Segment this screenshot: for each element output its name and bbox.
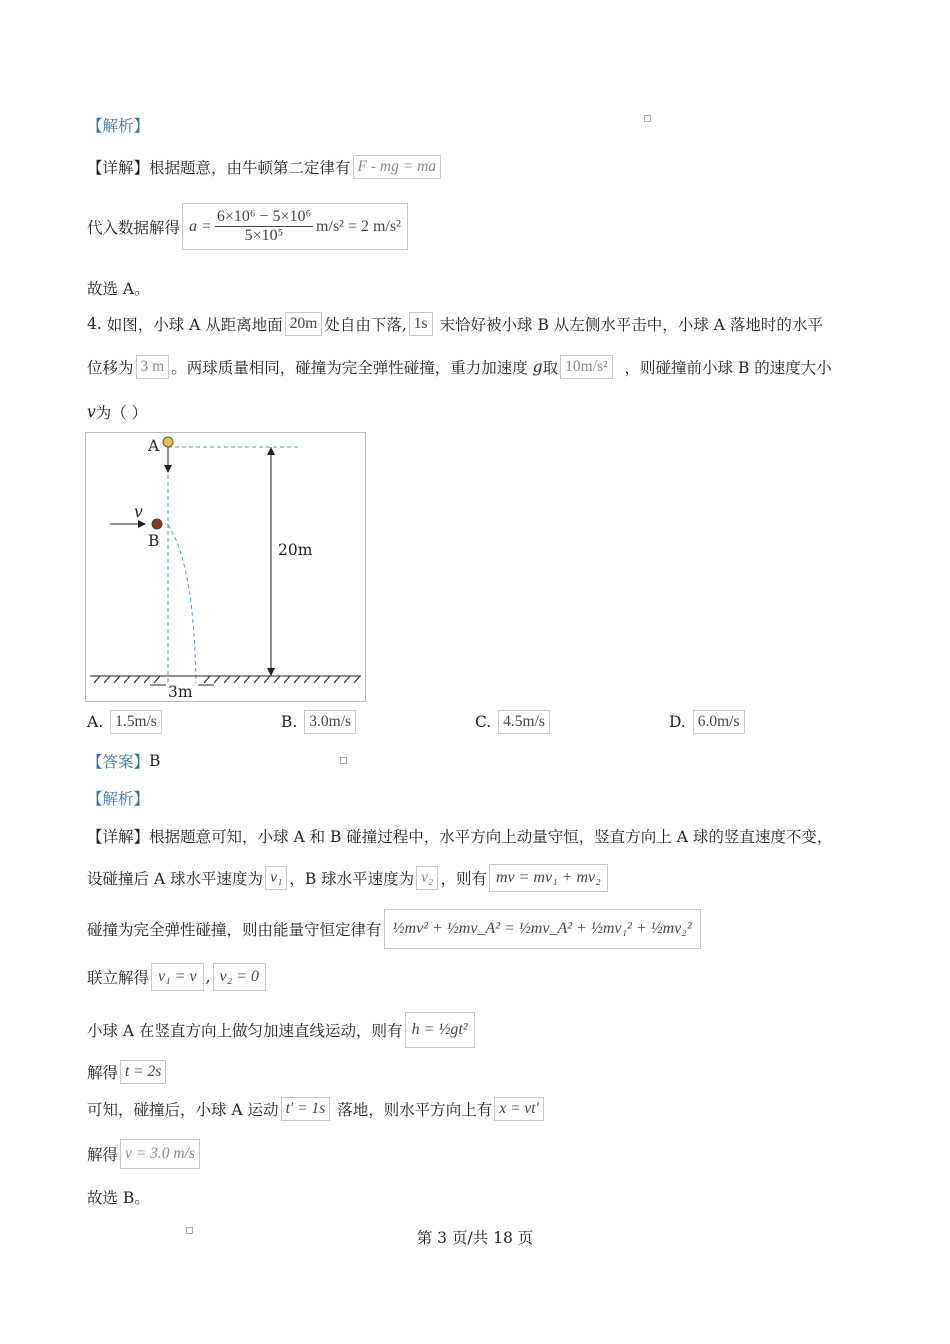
equation: ½mv² + ½mv_A² = ½mv_A² + ½mv₁² + ½mv₂² <box>384 909 701 949</box>
question-line-1 <box>87 312 823 336</box>
option-a[interactable] <box>87 710 164 734</box>
equation: v = 3.0 m/s <box>120 1139 200 1169</box>
ball-a <box>163 437 173 447</box>
option-value: 4.5m/s <box>498 710 550 734</box>
equation: x = vt′ <box>494 1097 544 1121</box>
time-line <box>87 1060 168 1084</box>
value-box: 20m <box>285 312 323 336</box>
text: ，B 球水平速度为 <box>289 870 415 888</box>
horizontal-line <box>87 1097 546 1121</box>
label-v: v <box>134 503 143 521</box>
detail-label: 【详解】 <box>87 828 150 846</box>
text: 设碰撞后 A 球水平速度为 <box>87 870 264 888</box>
solution-line: 联立解得 v₁ = v , v₂ = 0 <box>87 963 268 991</box>
page-number: 第 3 页/共 18 页 <box>416 1229 534 1247</box>
label-a: A <box>148 437 160 455</box>
text: 解得 <box>87 1146 119 1164</box>
equation: v₁ <box>265 866 287 890</box>
detail-line <box>87 825 832 847</box>
text: 碰撞为完全弹性碰撞，则由能量守恒定律有 <box>87 921 382 939</box>
answer-line <box>87 750 160 772</box>
text: 可知，碰撞后，小球 A 运动 <box>87 1101 279 1119</box>
kinematics-line <box>87 1012 477 1048</box>
option-value: 6.0m/s <box>693 710 745 734</box>
value-box: 3 m <box>136 355 170 379</box>
eq-rhs: m/s² = 2 m/s² <box>316 217 401 235</box>
symbol: g <box>532 358 543 376</box>
fraction <box>215 208 313 245</box>
equation: v₁ = v <box>151 963 204 991</box>
detail-line <box>87 155 443 179</box>
text: 。两球质量相同，碰撞为完全弹性碰撞，重力加速度 <box>171 359 528 377</box>
text: 代入数据解得 <box>87 218 181 237</box>
equation: h = ½gt² <box>405 1012 475 1048</box>
text: 为（ ） <box>95 404 148 422</box>
marker-icon <box>340 757 347 764</box>
physics-diagram <box>85 432 366 702</box>
text: 末恰好被小球 B 从左侧水平击中，小球 A 落地时的水平 <box>439 316 823 334</box>
question-number: 4. <box>87 315 102 333</box>
text: ，则有 <box>440 870 487 888</box>
equation: v₂ = 0 <box>213 963 266 991</box>
numerator: 6×10⁶ − 5×10⁶ <box>216 208 312 225</box>
option-key: C. <box>475 713 492 731</box>
symbol: v <box>87 403 96 421</box>
question-line-3 <box>87 401 147 423</box>
choose-line: 故选 A。 <box>87 280 150 298</box>
value-box: 10m/s² <box>560 355 613 379</box>
label-b: B <box>148 532 160 550</box>
text: 联立解得 <box>87 969 150 987</box>
text: 根据题意可知，小球 A 和 B 碰撞过程中，水平方向上动量守恒，竖直方向上 A 球的竖直速度不变， <box>149 828 833 846</box>
detail-label: 【详解】 <box>87 159 150 177</box>
option-key: A. <box>87 713 104 731</box>
text: 如图，小球 A 从距离地面 <box>106 316 283 334</box>
equation: t′ = 1s <box>281 1097 331 1121</box>
text: 根据题意，由牛顿第二定律有 <box>149 159 351 177</box>
option-b[interactable] <box>281 710 358 734</box>
marker-icon <box>644 115 651 122</box>
equation <box>182 203 408 250</box>
momentum-line <box>87 864 610 892</box>
value-box: 1s <box>409 312 433 336</box>
question-line-2 <box>87 355 832 379</box>
text: 处自由下落, <box>324 316 407 334</box>
denominator: 5×10⁵ <box>244 227 284 244</box>
text: ，则碰撞前小球 B 的速度大小 <box>624 359 832 377</box>
analysis-heading: 【解析】 <box>87 790 150 808</box>
analysis-heading: 【解析】 <box>87 117 150 135</box>
velocity-line <box>87 1139 202 1169</box>
option-key: D. <box>669 713 686 731</box>
equation: F - mg = ma <box>353 155 441 179</box>
option-c[interactable] <box>475 710 552 734</box>
option-value: 1.5m/s <box>110 710 162 734</box>
choose-line: 故选 B。 <box>87 1189 150 1207</box>
label-displacement: 3m <box>168 683 193 701</box>
energy-line <box>87 909 703 949</box>
equation: t = 2s <box>120 1060 166 1084</box>
answer-label: 【答案】 <box>87 753 150 771</box>
equation: v₂ <box>416 866 438 890</box>
text: 小球 A 在竖直方向上做匀加速直线运动，则有 <box>87 1022 403 1040</box>
option-d[interactable] <box>669 710 747 734</box>
text: 取 <box>542 359 559 377</box>
eq-lhs: a = <box>189 217 212 235</box>
equation: mv = mv₁ + mv₂ <box>489 864 608 892</box>
substitution-line <box>87 203 410 250</box>
text: 位移为 <box>87 359 134 377</box>
label-height: 20m <box>278 541 313 559</box>
ball-b <box>152 519 162 529</box>
answer-value: B <box>149 752 161 770</box>
option-value: 3.0m/s <box>304 710 356 734</box>
option-key: B. <box>281 713 298 731</box>
text: 落地，则水平方向上有 <box>337 1101 493 1119</box>
text: 解得 <box>87 1064 119 1082</box>
